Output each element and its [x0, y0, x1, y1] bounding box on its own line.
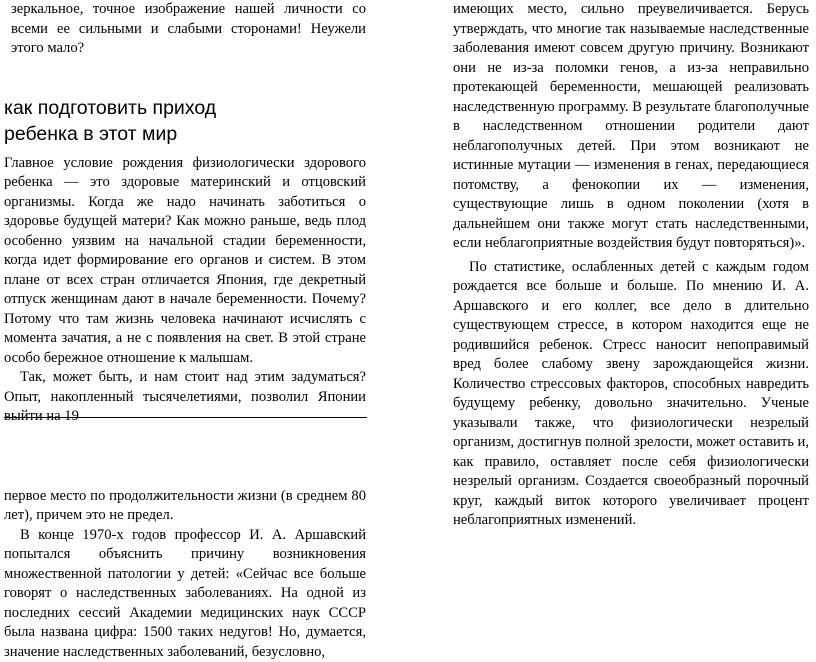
paragraph-continuation: зеркальное, точное изображение нашей личности со всеми ее сильными и слабыми сторонами! Неужели этого мало?: [11, 0, 366, 59]
paragraph-main-condition: Главное условие рождения физиологически здорового ребенка — это здоровые материнский и отцовский организмы. Когда же надо начинать заботиться о здоровье будущей матери? Как можно раньше, ведь плод особенно уязвим на начальной стадии беременности, когда идет формирование его органов и систем. В этом плане от всех стран отличается Япония, где декретный отпуск женщинам дают в начале беременности. Почему? Потому что там жизнь человека начинают исчислять с момента зачатия, а не с появления на свет. В этой стране особо бережное отношение к малышам.: [4, 154, 366, 369]
paragraph-statistics: По статистике, ослабленных детей с каждым годом рождается все больше и больше. По мнению И. А. Аршавского и его коллег, все дело в длительно существующем стрессе, в котором находится еще не родившийся ребенок. Стресс наносит непоправимый вред более слабому звену зарождающейся жизни. Количество стрессовых факторов, способных навредить будущему ребенку, довольно значительно. Ученые указывали также, что физиологически незрелый организм, достигнув полной зрелости, может оставить и, как правило, оставляет после себя физиологически незрелый организм. Создается своеобразный порочный круг, каждый виток которого увеличивает процент неблагоприятных изменений.: [453, 258, 809, 531]
paragraph-hereditary-diseases: имеющих место, сильно преувеличивается. Берусь утверждать, что многие так называемые наследственные заболевания имеют совсем другую причину. Возникают они не из-за поломки генов, а из-за неправильно протекающей беременности, мешающей реализовать наследственную программу. В результате благополучные в наследственном отношении родители дают неблагополучных детей. При этом возникают не истинные мутации — изменения в генах, передающиеся потомству, а фенокопии их — изменения, существующие лишь в одном поколении (хотя в дальнейшем они также могут стать наследственными, если неблагоприятные воздействия будут повторяться)».: [453, 0, 809, 254]
paragraph-arshavsky: В конце 1970-х годов профессор И. А. Аршавский попытался объяснить причину возникновения множественной патологии у детей: «Сейчас все больше говорят о наследственных заболеваниях. На одной из последних сессий Академии медицинских наук СССР была названа цифра: 1500 таких недугов! Но, думается, значение наследственных заболеваний, безусловно,: [4, 526, 366, 662]
right-column: [453, 0, 809, 531]
section-heading: как подготовить приход ребенка в этот мир: [4, 95, 264, 147]
left-column: [4, 0, 366, 662]
page-break-divider: [4, 417, 367, 418]
paragraph-life-expectancy: первое место по продолжительности жизни (в среднем 80 лет), причем это не предел.: [4, 487, 366, 526]
paragraph-japan-experience: Так, может быть, и нам стоит над этим задуматься? Опыт, накопленный тысячелетиями, позволил Японии выйти на 19: [4, 368, 366, 427]
